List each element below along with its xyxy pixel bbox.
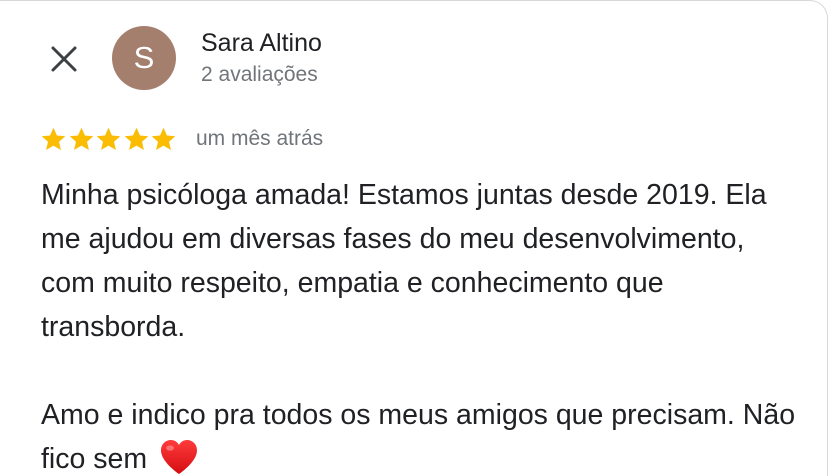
star-icon xyxy=(68,126,95,153)
star-icon xyxy=(150,126,177,153)
star-icon xyxy=(40,126,67,153)
star-rating xyxy=(40,126,178,153)
avatar[interactable]: S xyxy=(112,26,176,90)
review-text xyxy=(41,173,801,476)
star-icon xyxy=(123,126,150,153)
close-button[interactable] xyxy=(44,39,84,79)
reviewer-review-count: 2 avaliações xyxy=(201,63,318,86)
review-paragraph xyxy=(41,393,801,476)
reviewer-name[interactable]: Sara Altino xyxy=(201,29,322,57)
review-date: um mês atrás xyxy=(195,127,324,150)
review-paragraph: Minha psicóloga amada! Estamos juntas desde 2019. Ela me ajudou em diversas fases do meu desenvolvimento, com muito respeito, empatia e conhecimento que transborda. xyxy=(41,179,767,343)
review-paragraph-text: Amo e indico pra todos os meus amigos que precisam. Não fico sem xyxy=(41,399,796,475)
rating-row xyxy=(40,124,323,154)
star-icon xyxy=(95,126,122,153)
heart-emoji-icon xyxy=(159,438,199,476)
close-icon xyxy=(50,45,78,73)
